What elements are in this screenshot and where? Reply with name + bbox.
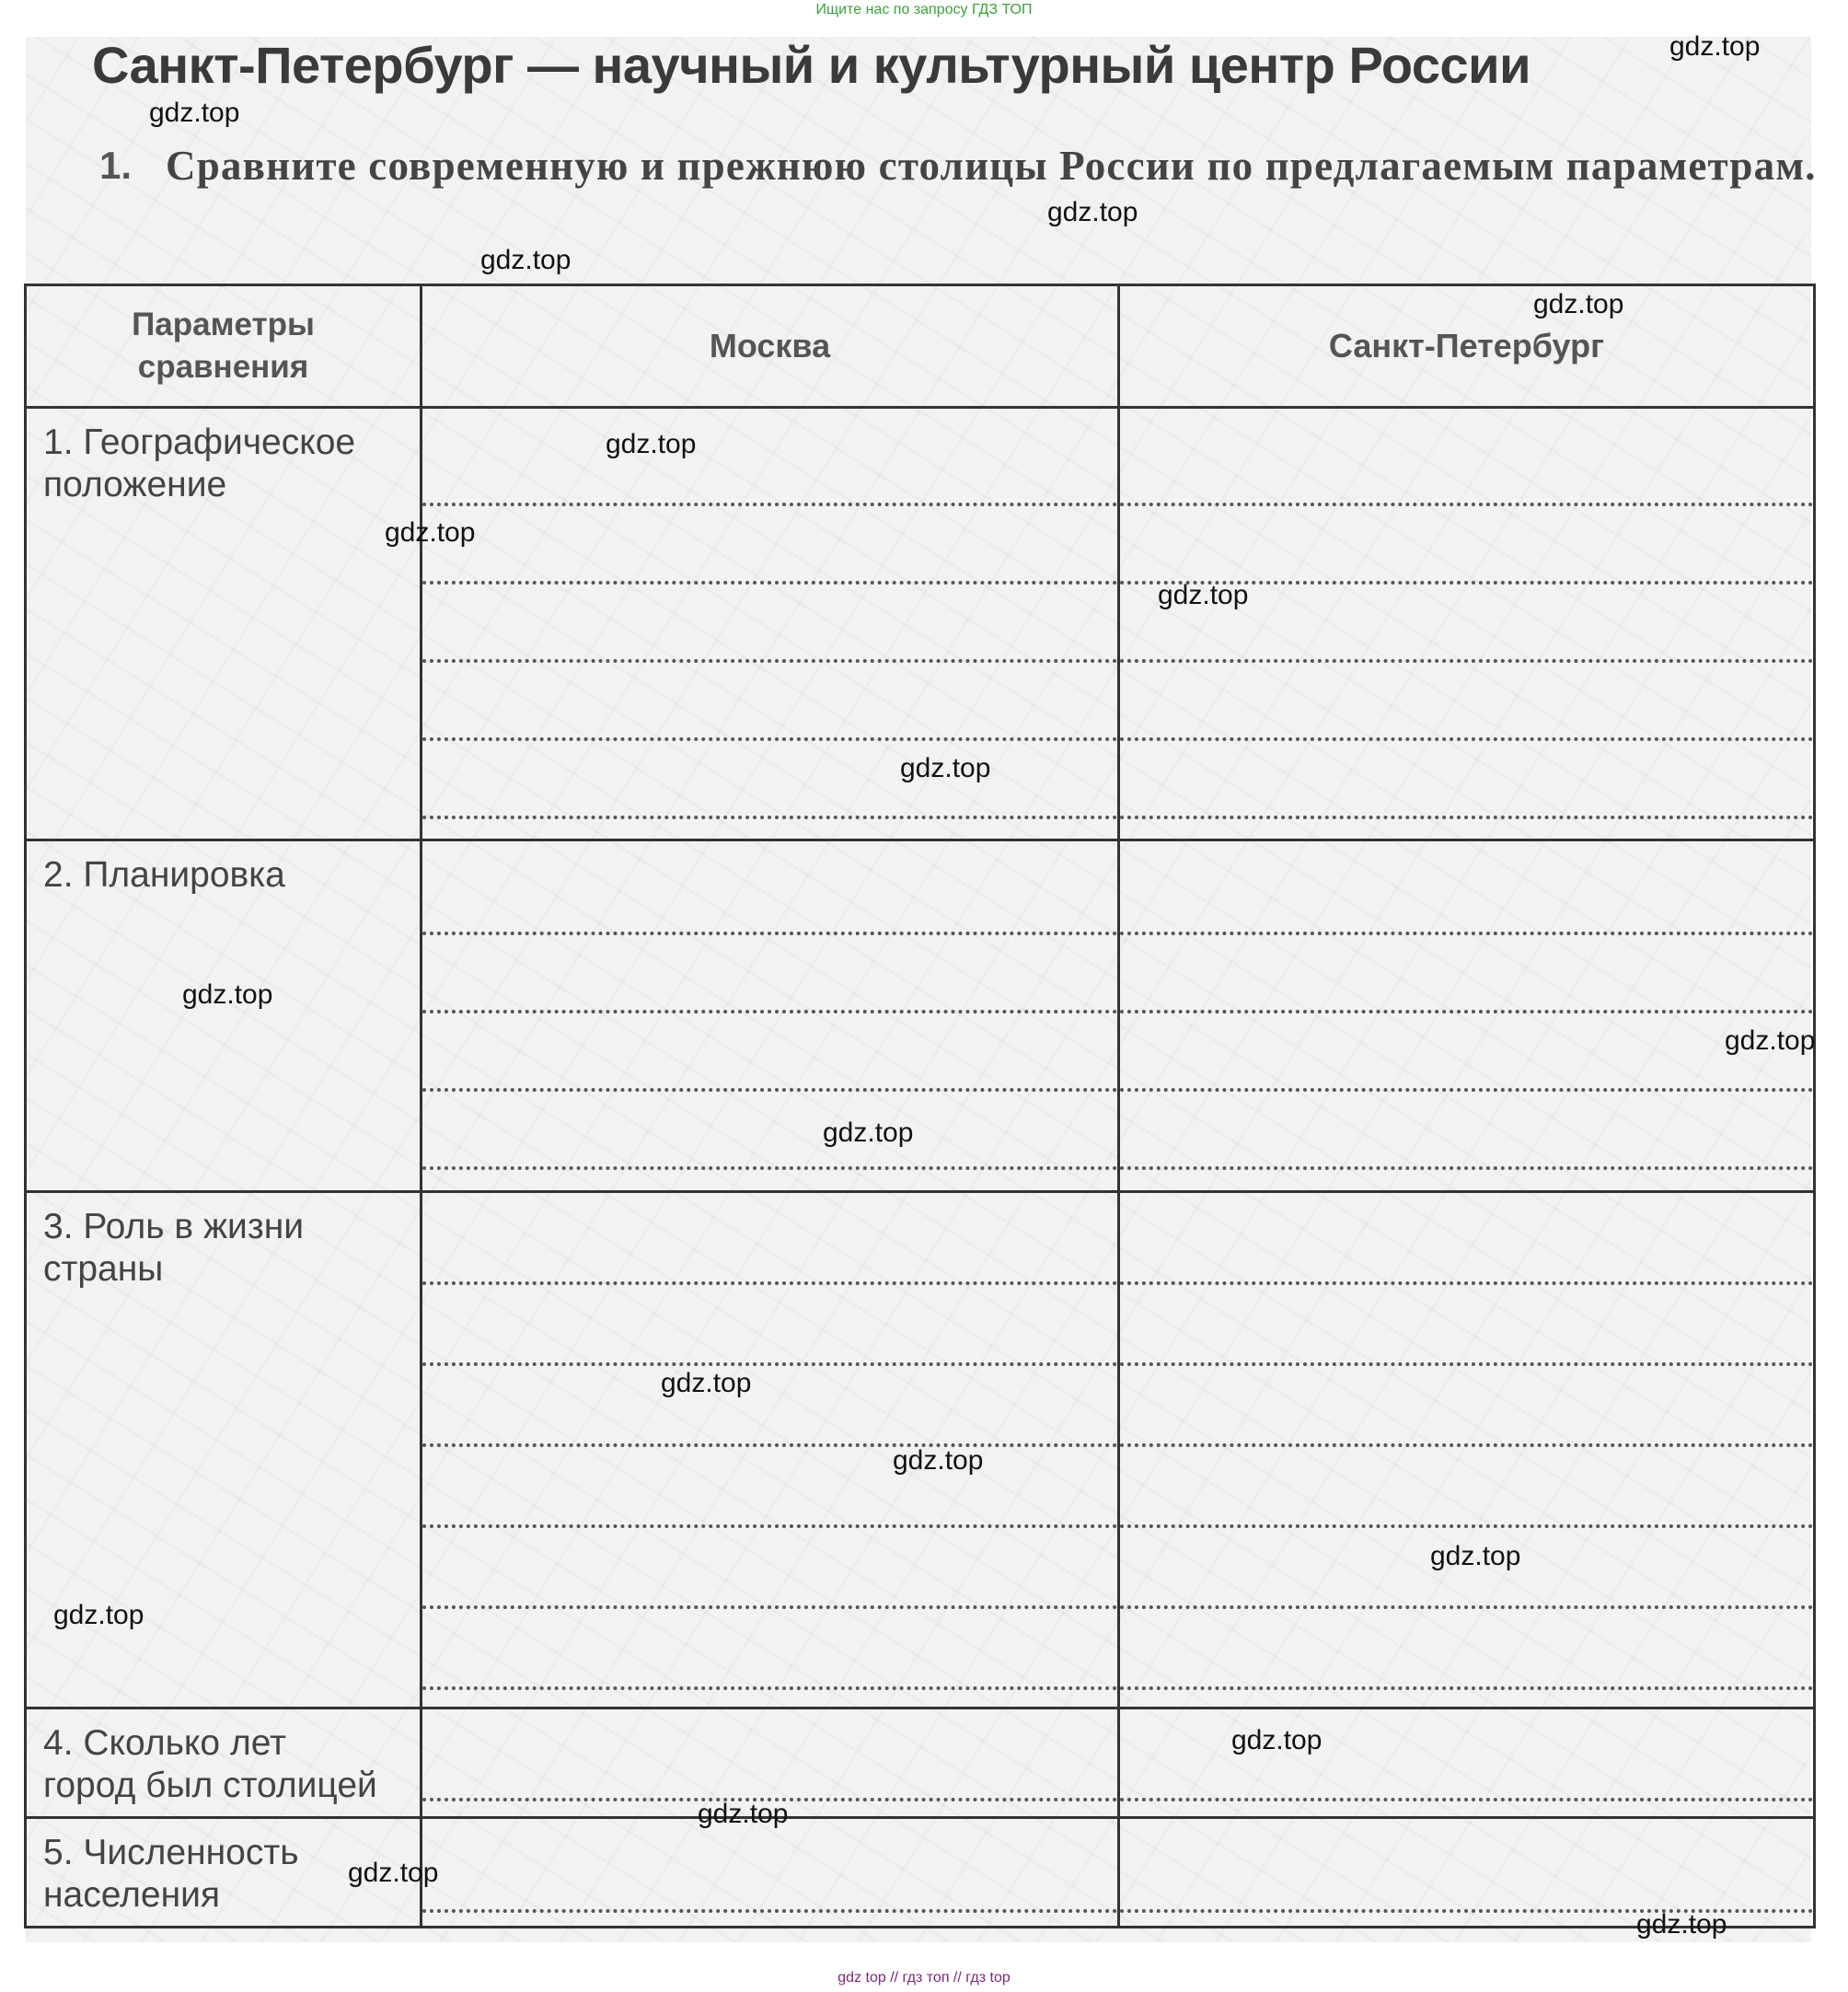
watermark: gdz.top	[823, 1118, 914, 1148]
page-title: Санкт-Петербург — научный и культурный центр России	[92, 36, 1531, 94]
param-years-capital: 4. Сколько лет город был столицей	[26, 1708, 422, 1818]
watermark: gdz.top	[900, 753, 991, 783]
spb-years-answer[interactable]	[1119, 1708, 1815, 1818]
watermark: gdz.top	[893, 1445, 984, 1476]
spb-role-answer[interactable]	[1119, 1192, 1815, 1708]
watermark: gdz.top	[348, 1858, 439, 1888]
top-search-note: Ищите нас по запросу ГДЗ ТОП	[815, 2, 1033, 17]
watermark: gdz.top	[480, 245, 572, 275]
moscow-layout-answer[interactable]	[422, 840, 1119, 1192]
spb-geography-answer[interactable]	[1119, 408, 1815, 840]
watermark: gdz.top	[661, 1368, 752, 1398]
moscow-geography-answer[interactable]	[422, 408, 1119, 840]
watermark: gdz.top	[1669, 31, 1761, 62]
moscow-population-answer[interactable]	[422, 1818, 1119, 1928]
watermark: gdz.top	[53, 1600, 144, 1630]
param-geography: 1. Географическое положение	[26, 408, 422, 840]
watermark: gdz.top	[1533, 289, 1624, 319]
param-population: 5. Численность населения	[26, 1818, 422, 1928]
header-moscow: Москва	[422, 285, 1119, 408]
watermark: gdz.top	[149, 98, 240, 128]
watermark: gdz.top	[182, 979, 273, 1010]
spb-layout-answer[interactable]	[1119, 840, 1815, 1192]
task-text: Сравните современную и прежнюю столицы России по предлагаемым параметрам.	[166, 143, 1817, 189]
watermark: gdz.top	[698, 1799, 789, 1829]
watermark: gdz.top	[385, 517, 476, 548]
watermark: gdz.top	[1047, 197, 1138, 227]
task-1	[99, 140, 1820, 191]
watermark: gdz.top	[1636, 1909, 1727, 1940]
table-row	[26, 1818, 1815, 1928]
comparison-table	[24, 284, 1816, 1928]
table-row	[26, 1708, 1815, 1818]
moscow-role-answer[interactable]	[422, 1192, 1119, 1708]
watermark: gdz.top	[1725, 1025, 1816, 1056]
watermark: gdz.top	[1430, 1541, 1521, 1571]
task-number: 1.	[99, 144, 133, 187]
watermark: gdz.top	[606, 429, 697, 459]
header-parameters: Параметры сравнения	[26, 285, 422, 408]
param-role: 3. Роль в жизни страны	[26, 1192, 422, 1708]
footer-note: gdz top // гдз топ // гдз top	[837, 1970, 1011, 1986]
watermark: gdz.top	[1158, 580, 1249, 610]
table-row	[26, 840, 1815, 1192]
param-layout: 2. Планировка	[26, 840, 422, 1192]
header-spb: Санкт-Петербург	[1119, 285, 1815, 408]
watermark: gdz.top	[1231, 1725, 1322, 1755]
